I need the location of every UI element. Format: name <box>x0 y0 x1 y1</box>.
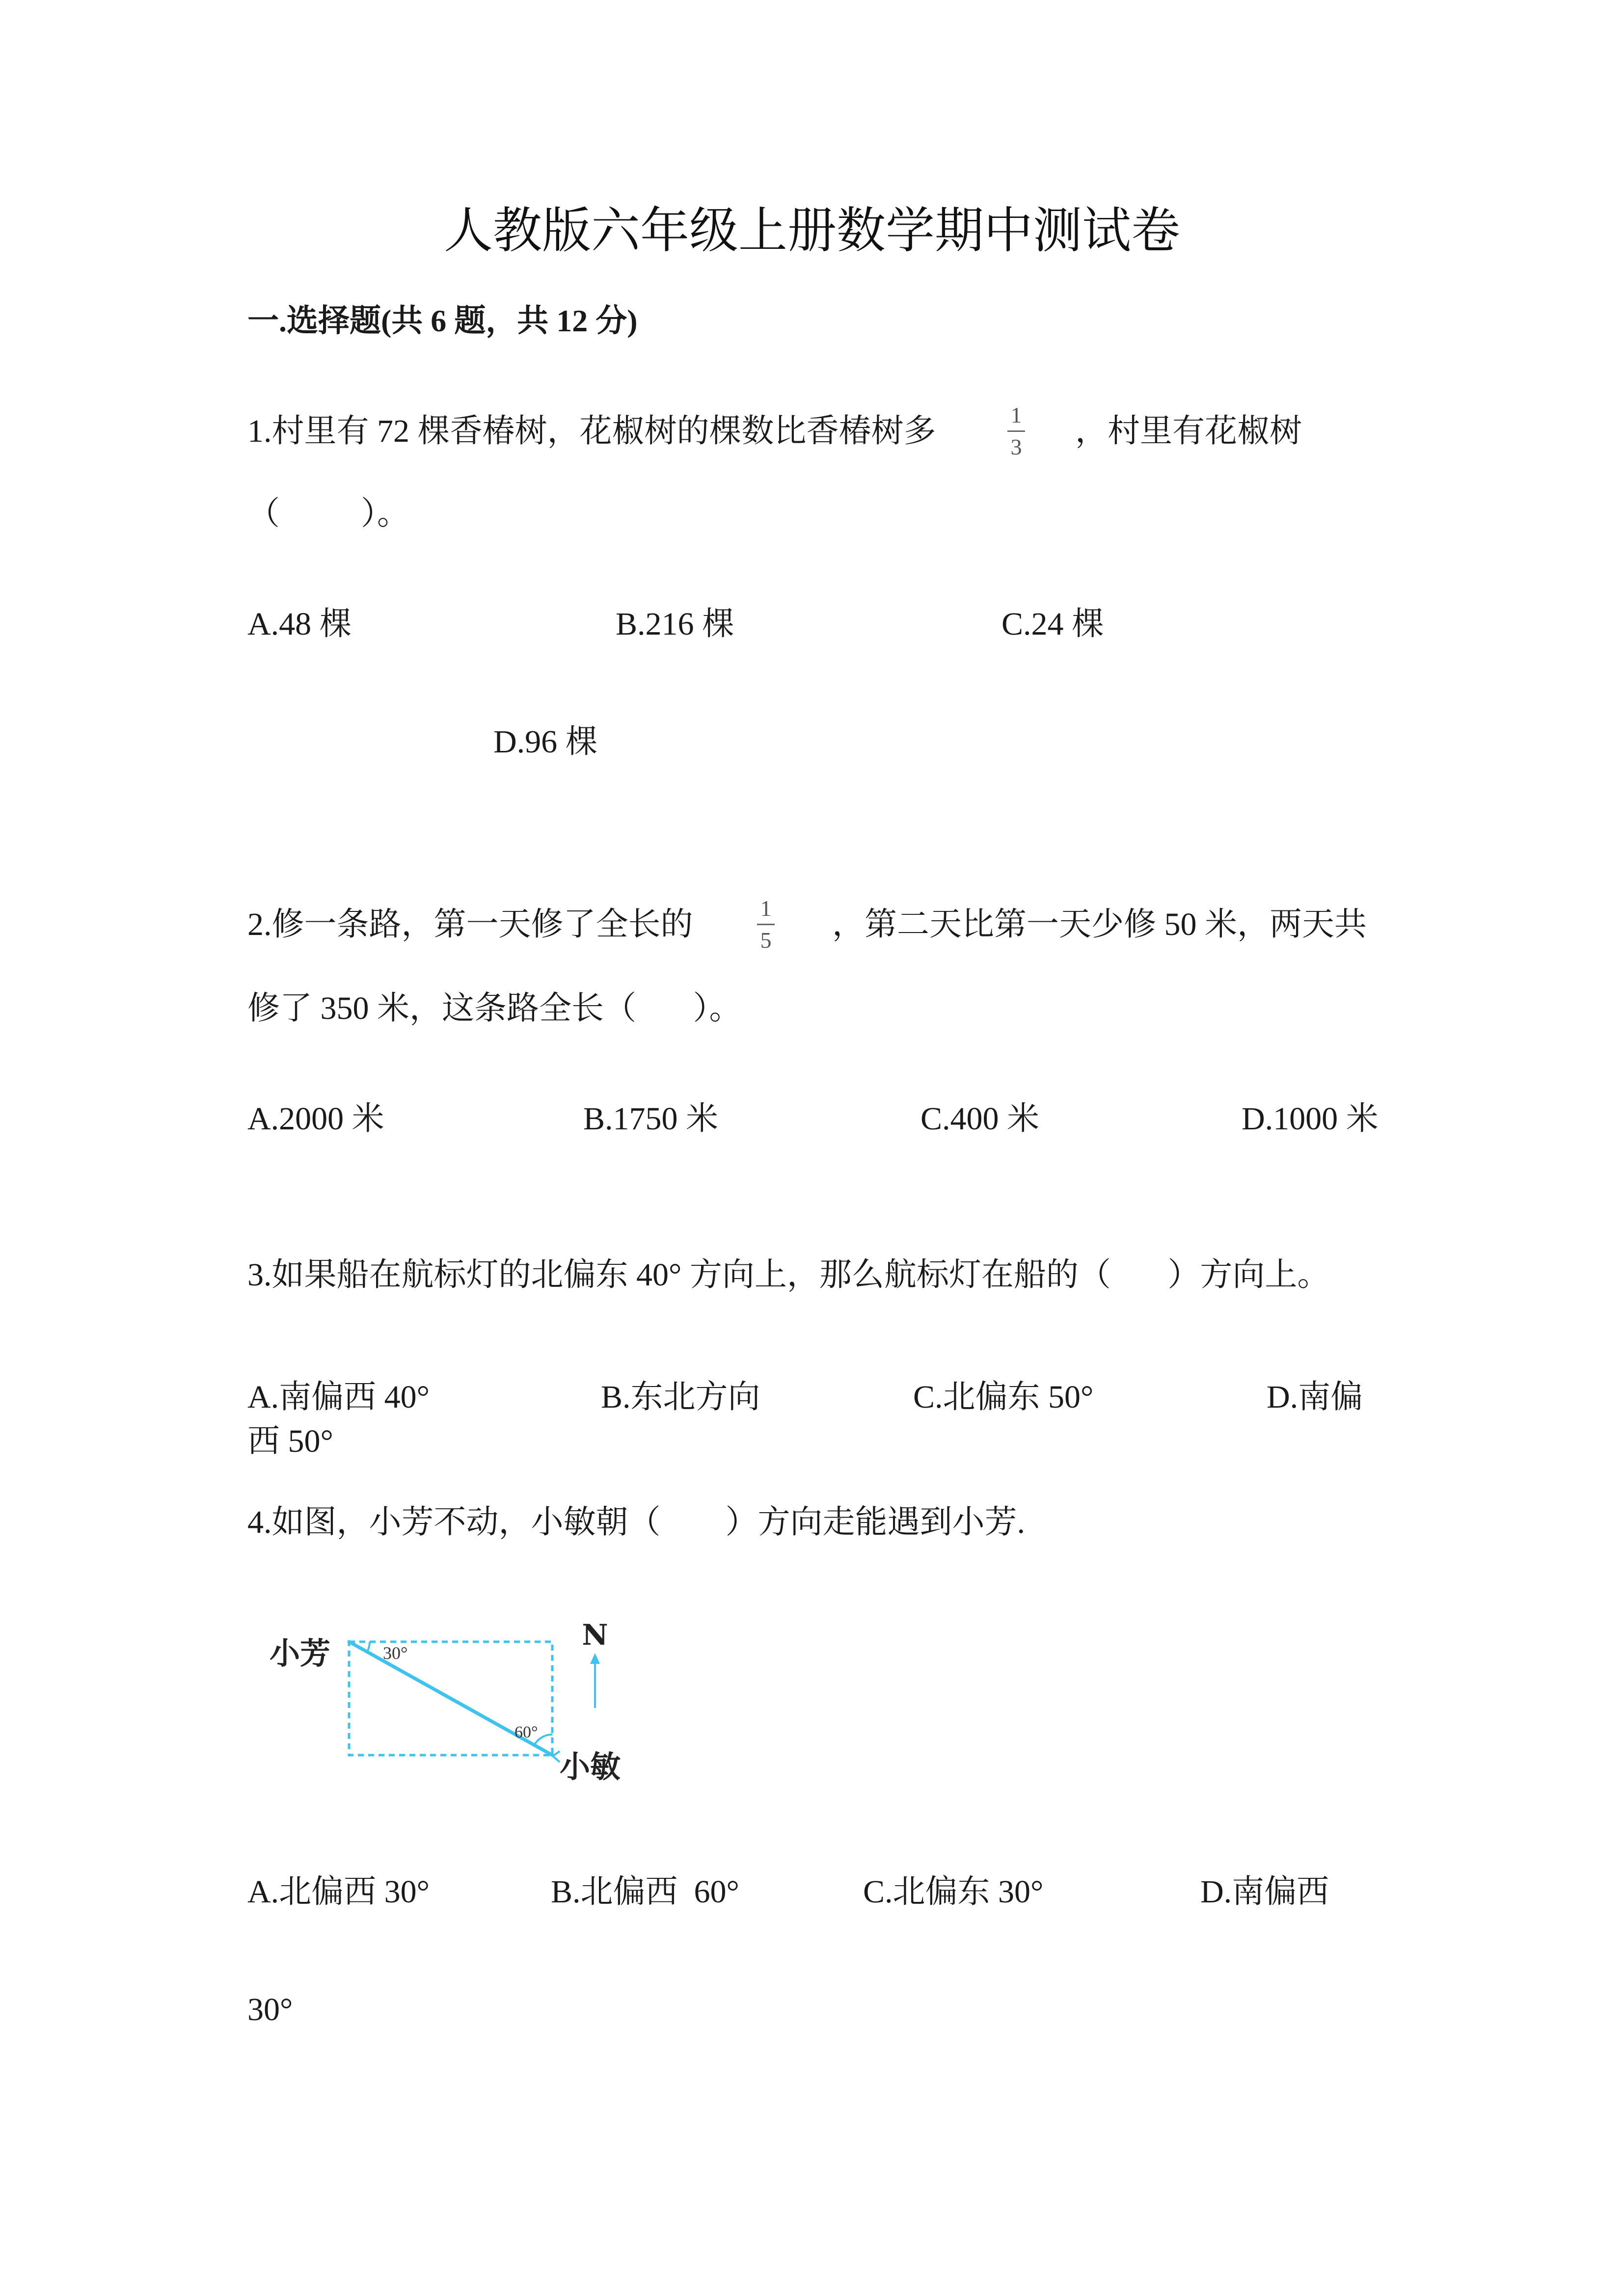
question-1-option-d: D.96 棵 <box>493 724 598 760</box>
north-label: N <box>582 1618 608 1652</box>
question-4-option-d: D.南偏西 <box>1200 1874 1329 1910</box>
question-3-option-d: D.南偏 <box>1267 1379 1363 1415</box>
question-3-option-b: B.东北方向 <box>601 1379 760 1415</box>
question-2-text: 2.修一条路，第一天修了全长的 <box>247 907 693 942</box>
question-1-fraction <box>1005 402 1027 460</box>
question-3-option-d-continued: 西 50° <box>247 1423 333 1459</box>
fraction-numerator: 1 <box>1010 402 1022 427</box>
angle-label-start: 30° <box>383 1643 408 1663</box>
label-xiaomin: 小敏 <box>560 1749 621 1785</box>
question-1-text: 1.村里有 72 棵香椿树，花椒树的棵数比香椿树多 <box>247 413 936 449</box>
section-heading: 一.选择题(共 6 题，共 12 分) <box>247 303 638 338</box>
question-4-option-c: C.北偏东 30° <box>863 1874 1044 1910</box>
question-1-blank: （ ）。 <box>247 496 409 532</box>
fraction-bar <box>1007 430 1025 432</box>
direction-diagram <box>265 1590 648 1796</box>
question-3-option-a: A.南偏西 40° <box>247 1379 430 1415</box>
question-2-option-d: D.1000 米 <box>1242 1101 1379 1137</box>
fraction-bar <box>757 924 775 925</box>
angle-arc-start <box>367 1642 370 1652</box>
question-1-option-c: C.24 棵 <box>1001 606 1105 642</box>
label-xiaofang: 小芳 <box>270 1635 331 1671</box>
angle-label-end: 60° <box>514 1723 538 1741</box>
question-1-option-b: B.216 棵 <box>616 606 735 642</box>
page-title: 人教版六年级上册数学期中测试卷 <box>444 204 1180 258</box>
question-2-fraction <box>755 895 777 954</box>
question-4-text: 4.如图，小芳不动，小敏朝（ ）方向走能遇到小芳. <box>247 1504 1025 1540</box>
question-2-option-a: A.2000 米 <box>247 1101 384 1137</box>
question-2-text-continued: ，第二天比第一天少修 50 米，两天共 <box>832 907 1367 942</box>
question-2-text-line2: 修了 350 米，这条路全长（ ）。 <box>247 990 742 1026</box>
question-4-option-a: A.北偏西 30° <box>247 1874 430 1910</box>
question-1-text-continued: ，村里有花椒树 <box>1075 413 1302 449</box>
question-1-option-a: A.48 棵 <box>247 606 352 642</box>
question-4-option-b: B.北偏西 60° <box>551 1874 739 1910</box>
question-3-text: 3.如果船在航标灯的北偏东 40° 方向上，那么航标灯在船的（ ）方向上。 <box>247 1257 1330 1293</box>
fraction-numerator: 1 <box>760 896 772 921</box>
question-4-option-d-continued: 30° <box>247 1992 293 2028</box>
fraction-denominator: 5 <box>760 928 772 953</box>
question-2-option-c: C.400 米 <box>920 1101 1040 1137</box>
fraction-denominator: 3 <box>1010 434 1022 459</box>
question-3-option-c: C.北偏东 50° <box>913 1379 1094 1415</box>
north-arrow-icon <box>590 1653 600 1664</box>
question-2-option-b: B.1750 米 <box>583 1101 719 1137</box>
end-hook <box>553 1751 560 1762</box>
